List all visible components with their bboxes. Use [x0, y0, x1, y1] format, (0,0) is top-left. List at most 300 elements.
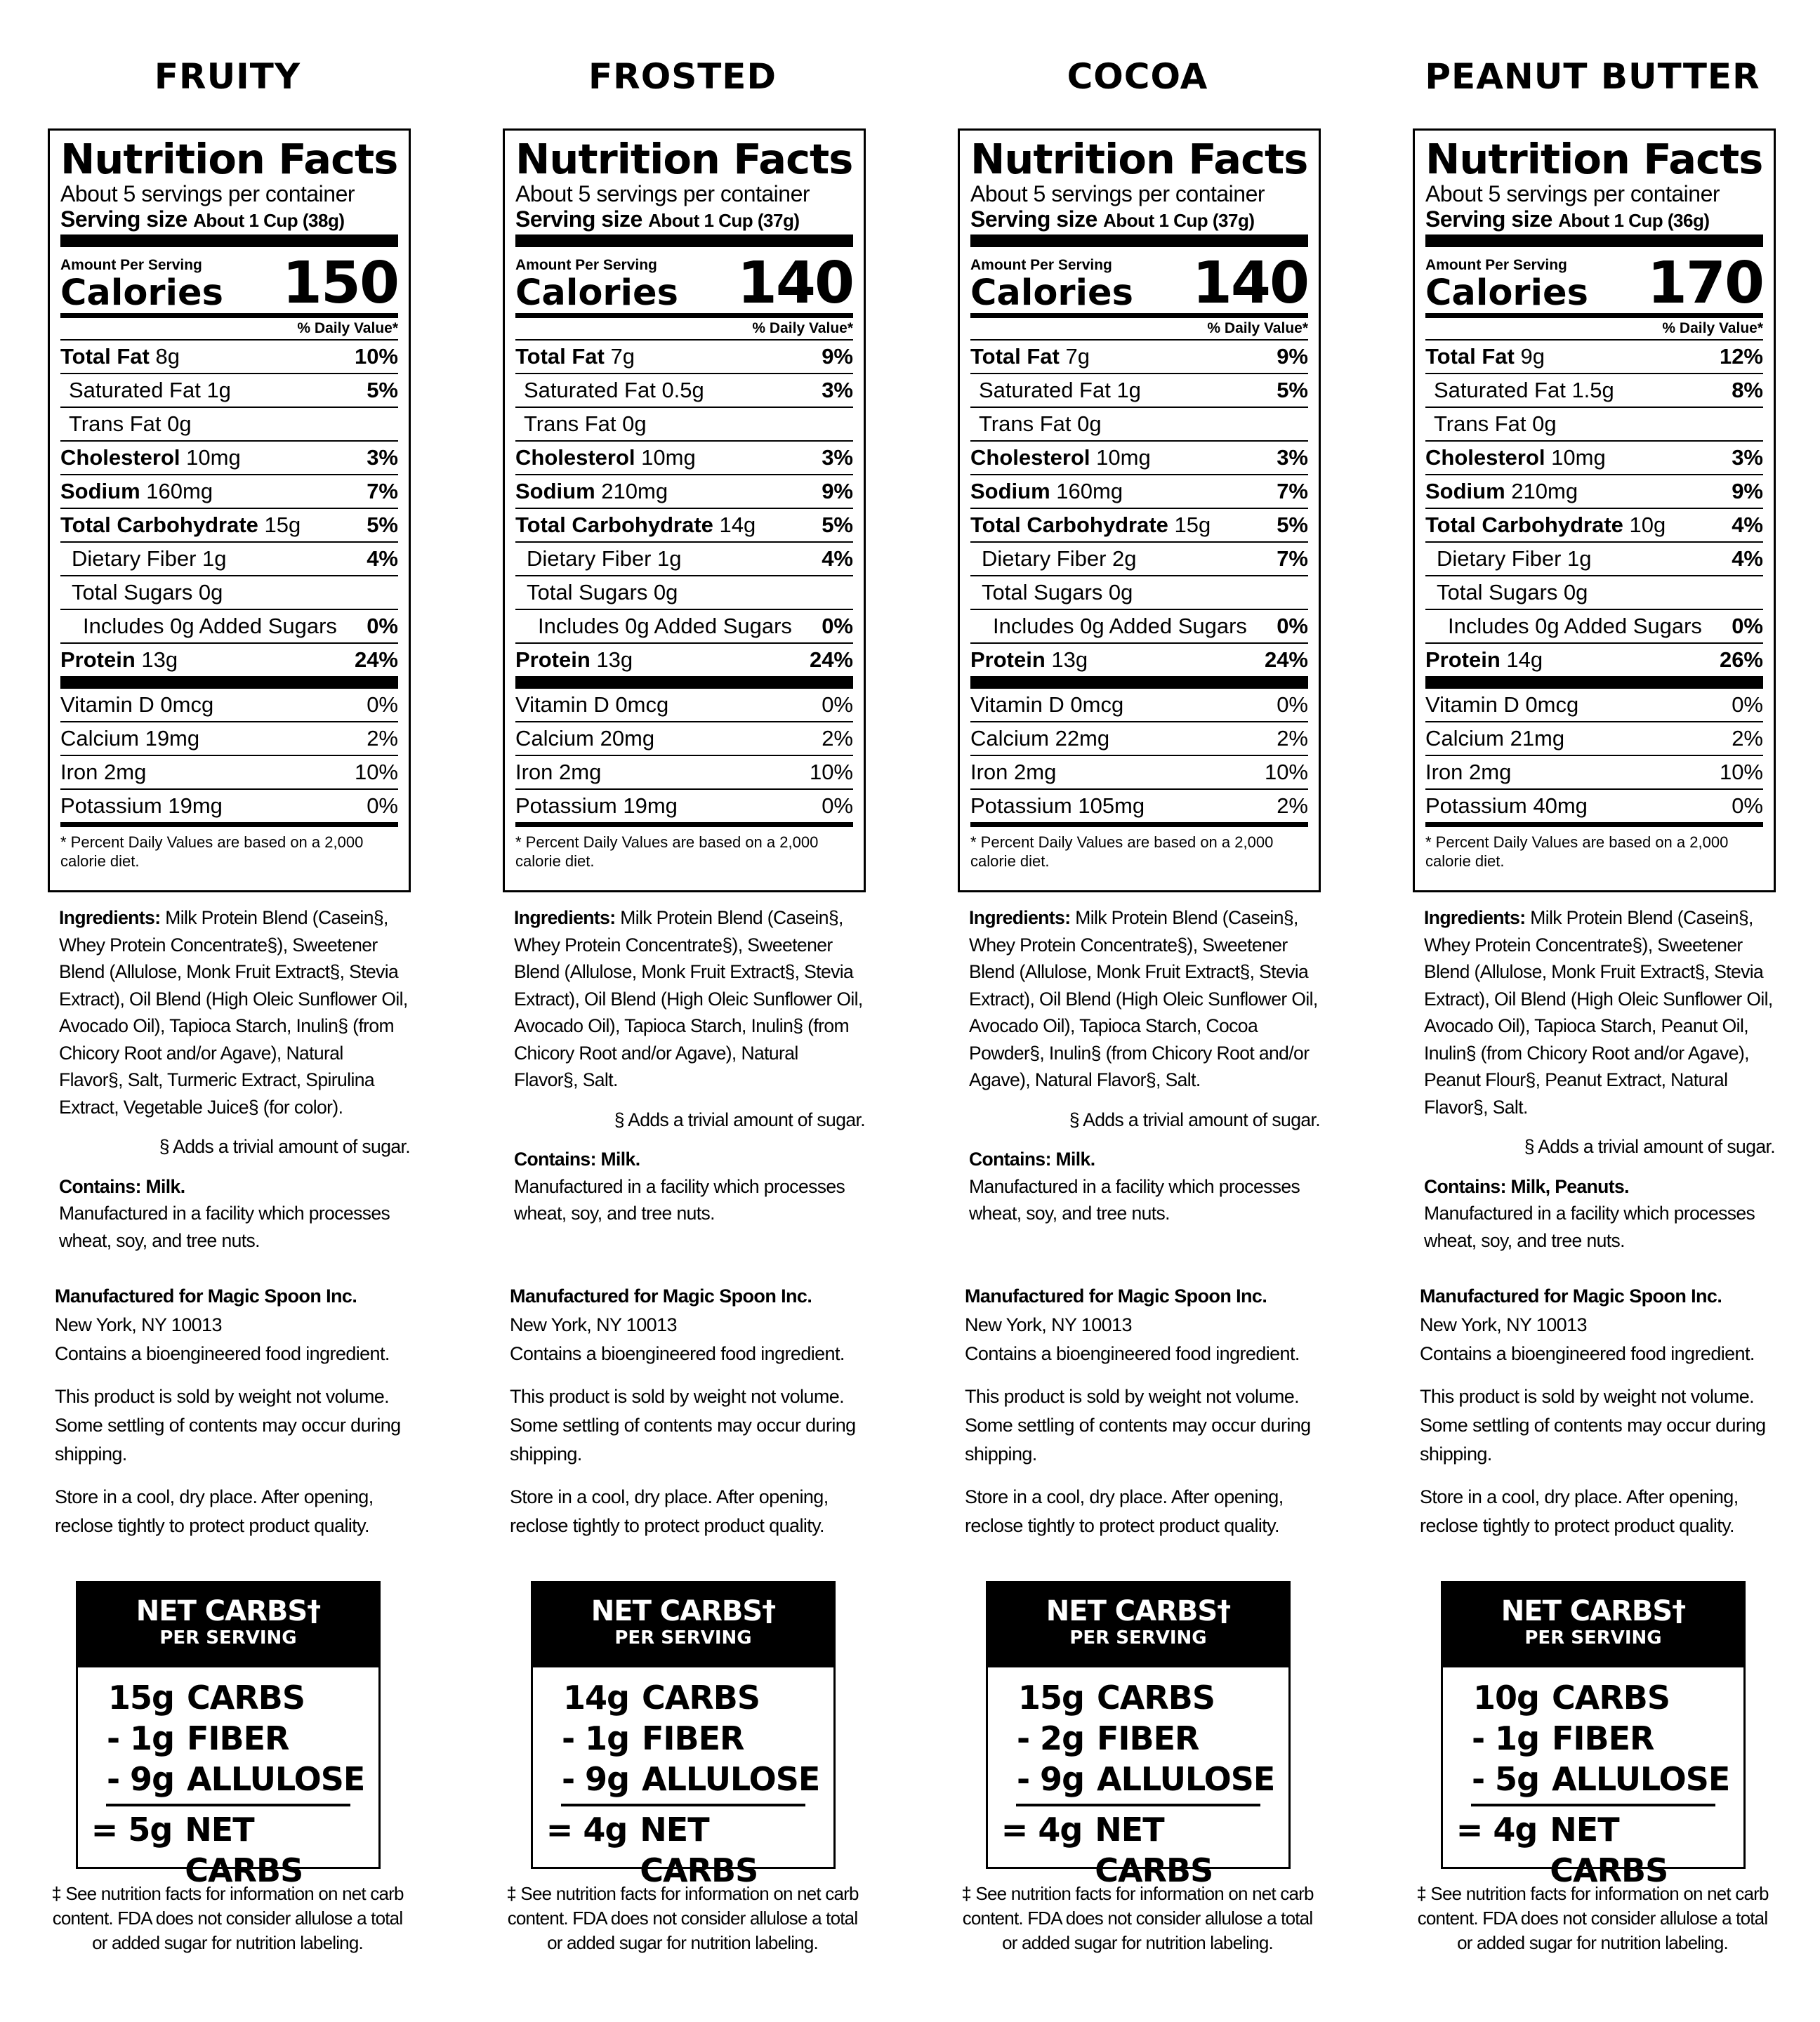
- nutrient-name: Cholesterol 10mg: [1425, 445, 1606, 470]
- vitamin-daily-value: 0%: [1732, 692, 1763, 717]
- vitamin-name: Iron 2mg: [1425, 760, 1512, 784]
- trivial-sugar-note: § Adds a trivial amount of sugar.: [1524, 1136, 1775, 1157]
- serving-size: [1425, 206, 1763, 247]
- nutrient-row: [60, 509, 398, 543]
- nutrient-name: Total Sugars 0g: [527, 580, 678, 604]
- vitamin-daily-value: 0%: [1277, 692, 1308, 717]
- trivial-sugar-note: § Adds a trivial amount of sugar.: [614, 1109, 865, 1130]
- daily-value-header: % Daily Value*: [970, 318, 1308, 341]
- flavor-title: PEANUT BUTTER: [1425, 56, 1760, 97]
- vitamin-row: [970, 790, 1308, 827]
- net-carbs-header: [533, 1583, 833, 1667]
- net-carbs-total-line: = 5g NET CARBS: [91, 1811, 303, 1889]
- nutrient-daily-value: 3%: [1732, 445, 1763, 470]
- net-carbs-disclaimer: ‡ See nutrition facts for information on net carb content. FDA does not consider allulose a total or added sugar for nutrition labeling.: [1416, 1883, 1769, 1953]
- flavor-title: FROSTED: [588, 56, 777, 97]
- nutrient-row: [1425, 644, 1763, 689]
- nutrient-name: Sodium 160mg: [970, 479, 1123, 503]
- nutrient-row: [60, 543, 398, 576]
- nutrient-name: Sodium 160mg: [60, 479, 213, 503]
- serving-size: [60, 206, 398, 247]
- serving-size: [515, 206, 853, 247]
- vitamin-name: Calcium 21mg: [1425, 726, 1565, 751]
- ingredients-list: Milk Protein Blend (Casein§, Whey Protein Concentrate§), Sweetener Blend (Allulose, Monk Fruit Extract§, Stevia Extract), Oil Blend (High Oleic Sunflower Oil, Avocado Oil), Tapioca Starch, Inulin§ (from Chicory Root and/or Agave), Natural Flavor§, Salt, Turmeric Extract, Spirulina Extract, Vegetable Juice§ (for color).: [59, 907, 408, 1118]
- nutrient-daily-value: 26%: [1719, 647, 1763, 672]
- nutrient-name: Includes 0g Added Sugars: [83, 614, 337, 638]
- servings-per-container: About 5 servings per container: [970, 181, 1265, 206]
- nutrient-daily-value: 4%: [822, 546, 853, 571]
- serving-size-label: Serving size: [515, 206, 642, 232]
- nutrient-name: Cholesterol 10mg: [970, 445, 1151, 470]
- nutrient-daily-value: 24%: [1264, 647, 1308, 672]
- amount-per-serving: Amount Per Serving: [970, 257, 1112, 273]
- nutrient-row: [515, 610, 853, 644]
- nutrient-row: [970, 576, 1308, 610]
- vitamin-daily-value: 2%: [1277, 793, 1308, 818]
- net-carbs-subtitle: PER SERVING: [614, 1627, 752, 1648]
- flavor-title: FRUITY: [154, 56, 301, 97]
- flavor-column: [1365, 0, 1820, 2022]
- nutrition-facts-panel: [48, 128, 411, 892]
- ingredients-label: Ingredients:: [514, 907, 616, 928]
- vitamin-daily-value: 2%: [367, 726, 398, 751]
- storage-note: Store in a cool, dry place. After opening, reclose tightly to protect product quality.: [55, 1486, 374, 1536]
- nutrient-row: [1425, 543, 1763, 576]
- vitamin-rows: [970, 689, 1308, 827]
- nutrient-daily-value: 5%: [367, 378, 398, 402]
- ingredients-block: [1424, 904, 1775, 1254]
- flavor-column: [0, 0, 455, 2022]
- manufacturer-name: Manufactured for Magic Spoon Inc.: [55, 1286, 357, 1307]
- nutrient-row: [970, 442, 1308, 475]
- nutrient-name: Dietary Fiber 1g: [72, 546, 227, 571]
- nutrient-row: [970, 509, 1308, 543]
- nutrient-row: [1425, 408, 1763, 442]
- nutrient-row: [60, 442, 398, 475]
- servings-per-container: About 5 servings per container: [1425, 181, 1720, 206]
- net-carbs-calculation: [78, 1667, 378, 1889]
- nutrient-name: Saturated Fat 1g: [979, 378, 1141, 402]
- serving-size-label: Serving size: [970, 206, 1097, 232]
- weight-note: This product is sold by weight not volume. Some settling of contents may occur during shipping.: [965, 1386, 1311, 1465]
- nutrient-daily-value: 0%: [1732, 614, 1763, 638]
- bioengineered-note: Contains a bioengineered food ingredient.: [510, 1343, 845, 1364]
- trivial-sugar-note: § Adds a trivial amount of sugar.: [1069, 1109, 1320, 1130]
- manufacturer-address: New York, NY 10013: [1420, 1314, 1587, 1335]
- vitamin-row: [60, 756, 398, 790]
- serving-size-value: About 1 Cup (36g): [1558, 210, 1710, 231]
- nutrient-name: Total Sugars 0g: [72, 580, 223, 604]
- nutrient-row: [60, 644, 398, 689]
- daily-value-header: % Daily Value*: [60, 318, 398, 341]
- vitamin-daily-value: 0%: [367, 793, 398, 818]
- manufacturer-name: Manufactured for Magic Spoon Inc.: [1420, 1286, 1722, 1307]
- flavor-title: COCOA: [1067, 56, 1208, 97]
- net-carbs-fiber-line: - 1g FIBER: [1471, 1719, 1654, 1757]
- vitamin-rows: [515, 689, 853, 827]
- net-carbs-box: [76, 1581, 381, 1889]
- nutrient-daily-value: 0%: [1277, 614, 1308, 638]
- net-carbs-box: [1441, 1581, 1746, 1889]
- net-carbs-title: NET CARBS†: [591, 1595, 776, 1627]
- storage-note: Store in a cool, dry place. After opening, reclose tightly to protect product quality.: [965, 1486, 1284, 1536]
- allergen-contains: Contains: Milk.: [969, 1149, 1095, 1170]
- amount-per-serving: Amount Per Serving: [515, 257, 657, 273]
- net-carbs-disclaimer: ‡ See nutrition facts for information on net carb content. FDA does not consider allulose a total or added sugar for nutrition labeling.: [961, 1883, 1314, 1953]
- nutrient-row: [970, 374, 1308, 408]
- vitamin-row: [1425, 689, 1763, 722]
- nutrient-row: [970, 543, 1308, 576]
- ingredients-text: [1424, 904, 1775, 1121]
- nutrient-name: Saturated Fat 0.5g: [524, 378, 704, 402]
- net-carbs-total-line: = 4g NET CARBS: [1456, 1811, 1668, 1889]
- vitamin-name: Calcium 20mg: [515, 726, 655, 751]
- net-carbs-fiber-line: - 1g FIBER: [106, 1719, 289, 1757]
- vitamin-row: [1425, 722, 1763, 756]
- nutrient-daily-value: 9%: [1732, 479, 1763, 503]
- nutrient-daily-value: 24%: [809, 647, 853, 672]
- nutrient-row: [515, 543, 853, 576]
- ingredients-list: Milk Protein Blend (Casein§, Whey Protein Concentrate§), Sweetener Blend (Allulose, Monk Fruit Extract§, Stevia Extract), Oil Blend (High Oleic Sunflower Oil, Avocado Oil), Tapioca Starch, Cocoa Powder§, Inulin§ (from Chicory Root and/or Agave), Natural Flavor§, Salt.: [969, 907, 1318, 1090]
- weight-note: This product is sold by weight not volume. Some settling of contents may occur during shipping.: [510, 1386, 856, 1465]
- nutrition-facts-panel: [503, 128, 866, 892]
- nutrient-row: [1425, 610, 1763, 644]
- nutrient-daily-value: 4%: [1732, 546, 1763, 571]
- amount-per-serving: Amount Per Serving: [1425, 257, 1567, 273]
- storage-note: Store in a cool, dry place. After opening, reclose tightly to protect product quality.: [510, 1486, 829, 1536]
- facility-note: Manufactured in a facility which processes wheat, soy, and tree nuts.: [969, 1175, 1300, 1224]
- vitamin-name: Vitamin D 0mcg: [1425, 692, 1579, 717]
- serving-size: [970, 206, 1308, 247]
- nutrient-daily-value: 12%: [1719, 344, 1763, 369]
- nutrition-facts-title: Nutrition Facts: [970, 135, 1308, 183]
- nutrient-daily-value: 0%: [822, 614, 853, 638]
- nutrition-facts-title: Nutrition Facts: [1425, 135, 1763, 183]
- nutrient-name: Total Fat 9g: [1425, 344, 1545, 369]
- calories-label: Calories: [515, 272, 678, 314]
- bioengineered-note: Contains a bioengineered food ingredient.: [55, 1343, 390, 1364]
- nutrient-row: [515, 644, 853, 689]
- vitamin-daily-value: 10%: [809, 760, 853, 784]
- net-carbs-divider: [561, 1804, 805, 1806]
- vitamin-daily-value: 10%: [1264, 760, 1308, 784]
- net-carbs-title: NET CARBS†: [1501, 1595, 1686, 1627]
- vitamin-daily-value: 10%: [354, 760, 398, 784]
- nutrient-daily-value: 3%: [367, 445, 398, 470]
- nutrient-daily-value: 7%: [367, 479, 398, 503]
- vitamin-daily-value: 0%: [367, 692, 398, 717]
- manufacturer-address: New York, NY 10013: [510, 1314, 677, 1335]
- daily-value-header: % Daily Value*: [1425, 318, 1763, 341]
- nutrient-name: Sodium 210mg: [515, 479, 668, 503]
- nutrient-name: Dietary Fiber 1g: [527, 546, 682, 571]
- manufacturer-block: [55, 1282, 420, 1554]
- nutrient-name: Protein 13g: [515, 647, 633, 672]
- nutrient-row: [970, 408, 1308, 442]
- nutrition-facts-panel: [1413, 128, 1776, 892]
- calories-block: [970, 247, 1308, 318]
- nutrient-daily-value: 4%: [1732, 513, 1763, 537]
- vitamin-daily-value: 2%: [1277, 726, 1308, 751]
- flavor-column: [910, 0, 1365, 2022]
- allergen-contains: Contains: Milk, Peanuts.: [1424, 1175, 1629, 1197]
- nutrient-name: Cholesterol 10mg: [60, 445, 241, 470]
- vitamin-name: Vitamin D 0mcg: [515, 692, 669, 717]
- vitamin-row: [515, 689, 853, 722]
- nutrient-name: Includes 0g Added Sugars: [538, 614, 792, 638]
- ingredients-text: [969, 904, 1320, 1094]
- nutrient-daily-value: 0%: [367, 614, 398, 638]
- vitamin-daily-value: 0%: [822, 793, 853, 818]
- nutrient-daily-value: 5%: [822, 513, 853, 537]
- nutrient-row: [60, 341, 398, 374]
- nutrient-row: [970, 644, 1308, 689]
- vitamin-row: [1425, 790, 1763, 827]
- vitamin-rows: [60, 689, 398, 827]
- daily-value-header: % Daily Value*: [515, 318, 853, 341]
- nutrient-daily-value: 5%: [1277, 378, 1308, 402]
- calories-block: [60, 247, 398, 318]
- nutrient-daily-value: 9%: [1277, 344, 1308, 369]
- vitamin-name: Vitamin D 0mcg: [60, 692, 214, 717]
- bioengineered-note: Contains a bioengineered food ingredient.: [1420, 1343, 1755, 1364]
- net-carbs-subtitle: PER SERVING: [1069, 1627, 1207, 1648]
- facility-note: Manufactured in a facility which processes wheat, soy, and tree nuts.: [514, 1175, 845, 1224]
- calories-label: Calories: [60, 272, 223, 314]
- net-carbs-box: [986, 1581, 1291, 1889]
- flavor-column: [455, 0, 910, 2022]
- weight-note: This product is sold by weight not volume. Some settling of contents may occur during shipping.: [1420, 1386, 1766, 1465]
- nutrient-row: [1425, 442, 1763, 475]
- net-carbs-carbs-line: 10g CARBS: [1473, 1679, 1670, 1717]
- vitamin-row: [1425, 756, 1763, 790]
- nutrient-name: Sodium 210mg: [1425, 479, 1578, 503]
- nutrient-name: Includes 0g Added Sugars: [1448, 614, 1702, 638]
- nutrient-daily-value: 3%: [822, 378, 853, 402]
- vitamin-name: Potassium 19mg: [60, 793, 223, 818]
- nutrient-row: [515, 576, 853, 610]
- net-carbs-calculation: [1443, 1667, 1743, 1889]
- nutrient-name: Dietary Fiber 1g: [1437, 546, 1592, 571]
- manufacturer-block: [510, 1282, 875, 1554]
- storage-note: Store in a cool, dry place. After opening, reclose tightly to protect product quality.: [1420, 1486, 1739, 1536]
- serving-size-value: About 1 Cup (37g): [648, 210, 800, 231]
- vitamin-name: Iron 2mg: [970, 760, 1057, 784]
- nutrient-rows: [970, 341, 1308, 689]
- vitamin-row: [60, 722, 398, 756]
- ingredients-block: [514, 904, 865, 1227]
- nutrition-facts-panel: [958, 128, 1321, 892]
- vitamin-daily-value: 0%: [822, 692, 853, 717]
- nutrient-row: [1425, 576, 1763, 610]
- nutrient-name: Includes 0g Added Sugars: [993, 614, 1247, 638]
- net-carbs-title: NET CARBS†: [136, 1595, 321, 1627]
- nutrient-daily-value: 3%: [1277, 445, 1308, 470]
- calories-value: 140: [1192, 250, 1308, 317]
- vitamin-name: Vitamin D 0mcg: [970, 692, 1124, 717]
- manufacturer-address: New York, NY 10013: [965, 1314, 1132, 1335]
- nutrient-name: Trans Fat 0g: [1434, 411, 1557, 436]
- net-carbs-header: [78, 1583, 378, 1667]
- net-carbs-fiber-line: - 2g FIBER: [1016, 1719, 1199, 1757]
- nutrient-row: [1425, 341, 1763, 374]
- nutrient-name: Total Fat 8g: [60, 344, 180, 369]
- net-carbs-divider: [1016, 1804, 1260, 1806]
- net-carbs-divider: [106, 1804, 350, 1806]
- nutrient-daily-value: 5%: [367, 513, 398, 537]
- nutrient-row: [60, 475, 398, 509]
- nutrient-row: [970, 610, 1308, 644]
- net-carbs-title: NET CARBS†: [1046, 1595, 1231, 1627]
- manufacturer-block: [1420, 1282, 1785, 1554]
- net-carbs-allulose-line: - 5g ALLULOSE: [1471, 1760, 1730, 1798]
- nutrient-row: [970, 475, 1308, 509]
- nutrient-daily-value: 10%: [354, 344, 398, 369]
- net-carbs-disclaimer: ‡ See nutrition facts for information on net carb content. FDA does not consider allulose a total or added sugar for nutrition labeling.: [51, 1883, 404, 1953]
- nutrient-daily-value: 5%: [1277, 513, 1308, 537]
- ingredients-text: [514, 904, 865, 1094]
- net-carbs-subtitle: PER SERVING: [1524, 1627, 1662, 1648]
- nutrient-row: [1425, 509, 1763, 543]
- nutrient-name: Total Fat 7g: [515, 344, 635, 369]
- daily-value-footnote: * Percent Daily Values are based on a 2,000 calorie diet.: [970, 833, 1274, 870]
- serving-size-label: Serving size: [1425, 206, 1552, 232]
- vitamin-daily-value: 10%: [1719, 760, 1763, 784]
- nutrient-row: [1425, 475, 1763, 509]
- vitamin-name: Potassium 19mg: [515, 793, 678, 818]
- nutrient-name: Total Sugars 0g: [1437, 580, 1588, 604]
- net-carbs-carbs-line: 15g CARBS: [108, 1679, 305, 1717]
- net-carbs-carbs-line: 14g CARBS: [563, 1679, 760, 1717]
- facility-note: Manufactured in a facility which processes wheat, soy, and tree nuts.: [1424, 1203, 1755, 1251]
- nutrient-name: Dietary Fiber 2g: [982, 546, 1137, 571]
- serving-size-label: Serving size: [60, 206, 187, 232]
- nutrient-daily-value: 7%: [1277, 546, 1308, 571]
- nutrient-row: [970, 341, 1308, 374]
- servings-per-container: About 5 servings per container: [515, 181, 810, 206]
- nutrient-name: Total Carbohydrate 15g: [970, 513, 1211, 537]
- nutrient-daily-value: 4%: [367, 546, 398, 571]
- vitamin-daily-value: 0%: [1732, 793, 1763, 818]
- net-carbs-calculation: [533, 1667, 833, 1889]
- nutrient-rows: [60, 341, 398, 689]
- weight-note: This product is sold by weight not volume. Some settling of contents may occur during shipping.: [55, 1386, 401, 1465]
- nutrient-row: [60, 374, 398, 408]
- nutrient-rows: [515, 341, 853, 689]
- net-carbs-disclaimer: ‡ See nutrition facts for information on net carb content. FDA does not consider allulose a total or added sugar for nutrition labeling.: [506, 1883, 859, 1953]
- nutrient-daily-value: 7%: [1277, 479, 1308, 503]
- vitamin-rows: [1425, 689, 1763, 827]
- nutrient-row: [515, 475, 853, 509]
- nutrient-daily-value: 9%: [822, 344, 853, 369]
- net-carbs-total-line: = 4g NET CARBS: [1001, 1811, 1213, 1889]
- nutrient-row: [515, 408, 853, 442]
- calories-block: [515, 247, 853, 318]
- net-carbs-fiber-line: - 1g FIBER: [561, 1719, 744, 1757]
- bioengineered-note: Contains a bioengineered food ingredient.: [965, 1343, 1300, 1364]
- nutrient-name: Total Sugars 0g: [982, 580, 1133, 604]
- calories-block: [1425, 247, 1763, 318]
- nutrient-name: Total Fat 7g: [970, 344, 1090, 369]
- vitamin-row: [515, 756, 853, 790]
- calories-value: 150: [282, 250, 398, 317]
- net-carbs-calculation: [988, 1667, 1288, 1889]
- vitamin-row: [970, 722, 1308, 756]
- nutrient-name: Protein 13g: [970, 647, 1088, 672]
- net-carbs-allulose-line: - 9g ALLULOSE: [1016, 1760, 1275, 1798]
- nutrient-name: Trans Fat 0g: [979, 411, 1102, 436]
- calories-label: Calories: [1425, 272, 1588, 314]
- amount-per-serving: Amount Per Serving: [60, 257, 202, 273]
- nutrient-row: [515, 509, 853, 543]
- nutrition-facts-title: Nutrition Facts: [515, 135, 853, 183]
- net-carbs-total-line: = 4g NET CARBS: [546, 1811, 758, 1889]
- net-carbs-header: [1443, 1583, 1743, 1667]
- nutrient-name: Total Carbohydrate 10g: [1425, 513, 1666, 537]
- nutrient-name: Cholesterol 10mg: [515, 445, 696, 470]
- vitamin-daily-value: 2%: [822, 726, 853, 751]
- ingredients-text: [59, 904, 410, 1121]
- calories-value: 140: [737, 250, 853, 317]
- vitamin-row: [515, 722, 853, 756]
- serving-size-value: About 1 Cup (38g): [193, 210, 345, 231]
- nutrient-row: [515, 341, 853, 374]
- ingredients-label: Ingredients:: [59, 907, 161, 928]
- nutrient-daily-value: 9%: [822, 479, 853, 503]
- nutrient-rows: [1425, 341, 1763, 689]
- vitamin-daily-value: 2%: [1732, 726, 1763, 751]
- servings-per-container: About 5 servings per container: [60, 181, 355, 206]
- nutrient-row: [515, 374, 853, 408]
- nutrient-name: Saturated Fat 1g: [69, 378, 231, 402]
- nutrient-row: [60, 576, 398, 610]
- ingredients-block: [59, 904, 410, 1254]
- ingredients-block: [969, 904, 1320, 1227]
- manufacturer-address: New York, NY 10013: [55, 1314, 222, 1335]
- nutrient-row: [60, 408, 398, 442]
- net-carbs-carbs-line: 15g CARBS: [1018, 1679, 1215, 1717]
- ingredients-label: Ingredients:: [1424, 907, 1526, 928]
- nutrient-daily-value: 8%: [1732, 378, 1763, 402]
- allergen-contains: Contains: Milk.: [514, 1149, 640, 1170]
- vitamin-row: [60, 790, 398, 827]
- net-carbs-box: [531, 1581, 836, 1889]
- vitamin-row: [60, 689, 398, 722]
- net-carbs-subtitle: PER SERVING: [159, 1627, 297, 1648]
- net-carbs-allulose-line: - 9g ALLULOSE: [106, 1760, 365, 1798]
- allergen-contains: Contains: Milk.: [59, 1175, 185, 1197]
- nutrient-name: Protein 14g: [1425, 647, 1543, 672]
- vitamin-name: Potassium 105mg: [970, 793, 1145, 818]
- serving-size-value: About 1 Cup (37g): [1103, 210, 1255, 231]
- nutrient-name: Protein 13g: [60, 647, 178, 672]
- manufacturer-name: Manufactured for Magic Spoon Inc.: [510, 1286, 812, 1307]
- manufacturer-name: Manufactured for Magic Spoon Inc.: [965, 1286, 1267, 1307]
- daily-value-footnote: * Percent Daily Values are based on a 2,000 calorie diet.: [1425, 833, 1729, 870]
- nutrient-daily-value: 24%: [354, 647, 398, 672]
- calories-value: 170: [1647, 250, 1763, 317]
- net-carbs-header: [988, 1583, 1288, 1667]
- nutrient-name: Total Carbohydrate 14g: [515, 513, 756, 537]
- nutrient-row: [60, 610, 398, 644]
- nutrition-facts-title: Nutrition Facts: [60, 135, 398, 183]
- nutrient-row: [515, 442, 853, 475]
- nutrient-row: [1425, 374, 1763, 408]
- ingredients-label: Ingredients:: [969, 907, 1071, 928]
- vitamin-row: [515, 790, 853, 827]
- facility-note: Manufactured in a facility which processes wheat, soy, and tree nuts.: [59, 1203, 390, 1251]
- nutrient-daily-value: 3%: [822, 445, 853, 470]
